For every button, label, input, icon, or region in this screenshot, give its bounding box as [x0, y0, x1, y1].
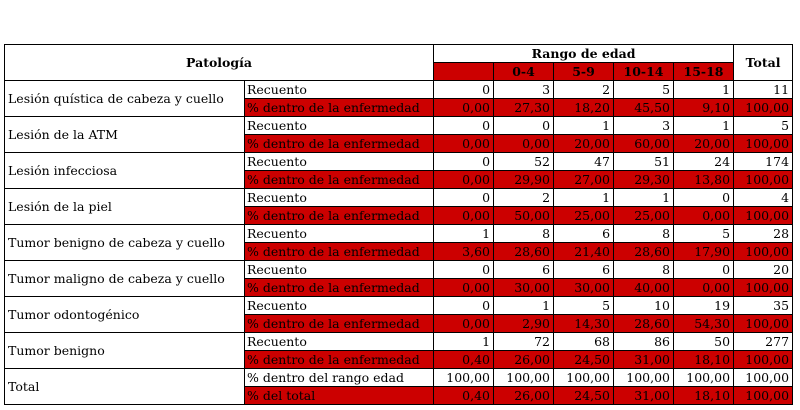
- cell-value: 35: [734, 297, 793, 315]
- cell-value: 25,00: [554, 207, 614, 225]
- cell-value: 100,00: [734, 207, 793, 225]
- pathology-name: Tumor odontogénico: [5, 297, 245, 333]
- row-label: % del total: [245, 387, 434, 405]
- cell-value: 3: [494, 81, 554, 99]
- header-age-blank: [434, 63, 494, 81]
- cell-value: 20: [734, 261, 793, 279]
- cell-value: 0,00: [434, 135, 494, 153]
- row-label: Recuento: [245, 153, 434, 171]
- cell-value: 5: [674, 225, 734, 243]
- pathology-name: Lesión de la piel: [5, 189, 245, 225]
- cell-value: 6: [554, 225, 614, 243]
- cell-value: 29,30: [614, 171, 674, 189]
- pathology-name: Total: [5, 369, 245, 405]
- row-label: % dentro de la enfermedad: [245, 135, 434, 153]
- row-label: % dentro de la enfermedad: [245, 99, 434, 117]
- cell-value: 28,60: [614, 315, 674, 333]
- cell-value: 11: [734, 81, 793, 99]
- cell-value: 1: [494, 297, 554, 315]
- row-label: % dentro de la enfermedad: [245, 279, 434, 297]
- cell-value: 277: [734, 333, 793, 351]
- cell-value: 1: [614, 189, 674, 207]
- table-row: [5, 333, 793, 351]
- table-body: [5, 81, 793, 405]
- cell-value: 8: [614, 225, 674, 243]
- cell-value: 100,00: [494, 369, 554, 387]
- cell-value: 0,00: [434, 99, 494, 117]
- cell-value: 5: [554, 297, 614, 315]
- cell-value: 100,00: [734, 387, 793, 405]
- cell-value: 2: [554, 81, 614, 99]
- cell-value: 2,90: [494, 315, 554, 333]
- cell-value: 3,60: [434, 243, 494, 261]
- cell-value: 0,40: [434, 387, 494, 405]
- cell-value: 100,00: [554, 369, 614, 387]
- cell-value: 1: [434, 333, 494, 351]
- cell-value: 100,00: [614, 369, 674, 387]
- cell-value: 20,00: [554, 135, 614, 153]
- cell-value: 1: [554, 189, 614, 207]
- cell-value: 13,80: [674, 171, 734, 189]
- cell-value: 20,00: [674, 135, 734, 153]
- cell-value: 0: [434, 81, 494, 99]
- cell-value: 21,40: [554, 243, 614, 261]
- cell-value: 3: [614, 117, 674, 135]
- cell-value: 10: [614, 297, 674, 315]
- table-row: [5, 369, 793, 387]
- cell-value: 26,00: [494, 351, 554, 369]
- table-row: [5, 117, 793, 135]
- cell-value: 40,00: [614, 279, 674, 297]
- cell-value: 0,00: [434, 279, 494, 297]
- pathology-name: Lesión de la ATM: [5, 117, 245, 153]
- cell-value: 1: [554, 117, 614, 135]
- cell-value: 0,00: [494, 135, 554, 153]
- cell-value: 8: [494, 225, 554, 243]
- cell-value: 0: [434, 153, 494, 171]
- cell-value: 0: [434, 297, 494, 315]
- pathology-name: Lesión quística de cabeza y cuello: [5, 81, 245, 117]
- cell-value: 72: [494, 333, 554, 351]
- cell-value: 0,00: [434, 207, 494, 225]
- cell-value: 100,00: [734, 351, 793, 369]
- cell-value: 100,00: [734, 171, 793, 189]
- pathology-name: Tumor benigno de cabeza y cuello: [5, 225, 245, 261]
- cell-value: 6: [554, 261, 614, 279]
- cell-value: 4: [734, 189, 793, 207]
- pathology-name: Tumor benigno: [5, 333, 245, 369]
- cell-value: 100,00: [734, 315, 793, 333]
- cell-value: 25,00: [614, 207, 674, 225]
- cell-value: 1: [434, 225, 494, 243]
- cell-value: 26,00: [494, 387, 554, 405]
- cell-value: 100,00: [734, 279, 793, 297]
- cell-value: 60,00: [614, 135, 674, 153]
- cell-value: 0,00: [434, 171, 494, 189]
- table-row: [5, 261, 793, 279]
- cell-value: 28: [734, 225, 793, 243]
- table-row: [5, 81, 793, 99]
- row-label: % dentro de la enfermedad: [245, 243, 434, 261]
- row-label: % dentro de la enfermedad: [245, 171, 434, 189]
- table-row: [5, 189, 793, 207]
- cell-value: 8: [614, 261, 674, 279]
- cell-value: 0: [434, 189, 494, 207]
- cell-value: 0: [674, 261, 734, 279]
- cell-value: 30,00: [494, 279, 554, 297]
- cell-value: 1: [674, 81, 734, 99]
- cell-value: 24,50: [554, 387, 614, 405]
- cell-value: 68: [554, 333, 614, 351]
- header-age: 10-14: [614, 63, 674, 81]
- cell-value: 0: [674, 189, 734, 207]
- cell-value: 19: [674, 297, 734, 315]
- cell-value: 0,00: [434, 315, 494, 333]
- cell-value: 14,30: [554, 315, 614, 333]
- cell-value: 50: [674, 333, 734, 351]
- cell-value: 28,60: [614, 243, 674, 261]
- cell-value: 29,90: [494, 171, 554, 189]
- cell-value: 100,00: [734, 135, 793, 153]
- cell-value: 0: [494, 117, 554, 135]
- header-age: 0-4: [494, 63, 554, 81]
- header-patologia: Patología: [5, 45, 434, 81]
- row-label: % dentro de la enfermedad: [245, 351, 434, 369]
- cell-value: 2: [494, 189, 554, 207]
- cell-value: 1: [674, 117, 734, 135]
- cell-value: 28,60: [494, 243, 554, 261]
- cell-value: 100,00: [734, 99, 793, 117]
- cell-value: 18,20: [554, 99, 614, 117]
- cell-value: 54,30: [674, 315, 734, 333]
- row-label: Recuento: [245, 117, 434, 135]
- cell-value: 52: [494, 153, 554, 171]
- cell-value: 5: [734, 117, 793, 135]
- row-label: % dentro de la enfermedad: [245, 315, 434, 333]
- cell-value: 24: [674, 153, 734, 171]
- table-row: [5, 153, 793, 171]
- cell-value: 5: [614, 81, 674, 99]
- pathology-name: Tumor maligno de cabeza y cuello: [5, 261, 245, 297]
- table-row: [5, 225, 793, 243]
- pathology-name: Lesión infecciosa: [5, 153, 245, 189]
- cell-value: 51: [614, 153, 674, 171]
- cell-value: 31,00: [614, 351, 674, 369]
- cell-value: 18,10: [674, 387, 734, 405]
- row-label: % dentro del rango edad: [245, 369, 434, 387]
- cell-value: 0,00: [674, 279, 734, 297]
- row-label: Recuento: [245, 333, 434, 351]
- table-row: [5, 297, 793, 315]
- cell-value: 100,00: [674, 369, 734, 387]
- row-label: Recuento: [245, 189, 434, 207]
- cell-value: 50,00: [494, 207, 554, 225]
- cell-value: 0,40: [434, 351, 494, 369]
- cell-value: 0: [434, 261, 494, 279]
- cell-value: 18,10: [674, 351, 734, 369]
- cell-value: 24,50: [554, 351, 614, 369]
- cell-value: 100,00: [734, 369, 793, 387]
- cell-value: 9,10: [674, 99, 734, 117]
- header-age: 5-9: [554, 63, 614, 81]
- cell-value: 30,00: [554, 279, 614, 297]
- cell-value: 6: [494, 261, 554, 279]
- cell-value: 45,50: [614, 99, 674, 117]
- row-label: Recuento: [245, 81, 434, 99]
- cell-value: 17,90: [674, 243, 734, 261]
- cell-value: 86: [614, 333, 674, 351]
- cell-value: 47: [554, 153, 614, 171]
- row-label: Recuento: [245, 261, 434, 279]
- cell-value: 174: [734, 153, 793, 171]
- row-label: % dentro de la enfermedad: [245, 207, 434, 225]
- cell-value: 100,00: [434, 369, 494, 387]
- row-label: Recuento: [245, 297, 434, 315]
- cell-value: 100,00: [734, 243, 793, 261]
- cell-value: 27,00: [554, 171, 614, 189]
- header-total: Total: [734, 45, 793, 81]
- header-rango-edad: Rango de edad: [434, 45, 734, 63]
- cell-value: 27,30: [494, 99, 554, 117]
- cell-value: 0,00: [674, 207, 734, 225]
- header-age: 15-18: [674, 63, 734, 81]
- cell-value: 31,00: [614, 387, 674, 405]
- cell-value: 0: [434, 117, 494, 135]
- row-label: Recuento: [245, 225, 434, 243]
- crosstab-table: [4, 44, 793, 405]
